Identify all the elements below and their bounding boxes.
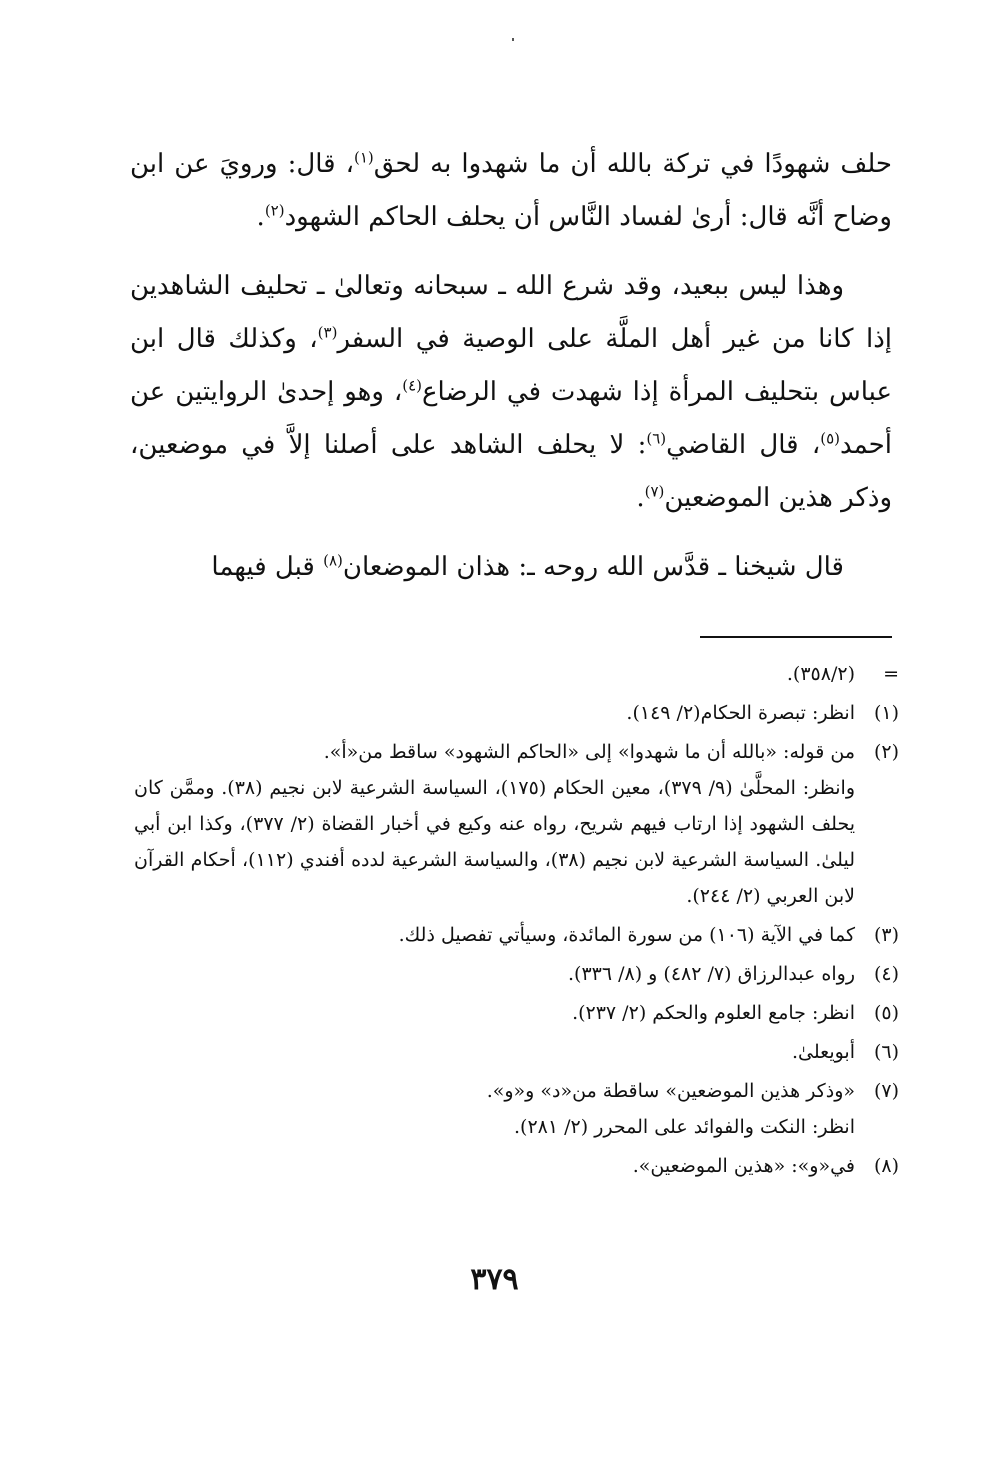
main-text — [130, 138, 892, 594]
footnote-ref-8[interactable]: (٨) — [323, 551, 343, 570]
footnote-number: (٢) — [873, 741, 899, 763]
text-run: قبل فيهما — [211, 552, 324, 582]
footnotes — [134, 656, 899, 1187]
footnote-ref-2[interactable]: (٢) — [264, 201, 285, 220]
footnote-3 — [134, 917, 899, 953]
footnote-text: انظر: جامع العلوم والحكم (٢/ ٢٣٧). — [572, 1002, 855, 1024]
page-number: ٣٧٩ — [470, 1262, 519, 1297]
footnote-5 — [134, 995, 899, 1031]
footnote-text: في«و»: «هذين الموضعين». — [632, 1155, 855, 1177]
footnote-6 — [134, 1034, 899, 1070]
text-run: وهذا ليس ببعيد، وقد شرع الله ـ سبحانه وتعالىٰ ـ تحليف الشاهدين إذا كانا من غير أهل الملَّة على الوصية في السفر — [130, 271, 893, 354]
footnote-text: من قوله: «بالله أن ما شهدوا» إلى «الحاكم الشهود» ساقط من«أ». — [323, 741, 855, 763]
footnote-2 — [134, 734, 899, 914]
text-run: ، قال القاضي — [666, 430, 821, 460]
text-run: قال شيخنا ـ قدَّس الله روحه ـ: هذان الموضعان — [342, 552, 844, 582]
footnote-ref-1[interactable]: (١) — [354, 148, 374, 167]
footnote-number: (٦) — [873, 1041, 899, 1063]
footnote-continuation — [134, 656, 899, 692]
paragraph-3 — [130, 541, 892, 594]
footnote-8 — [134, 1148, 899, 1184]
footnote-ref-3[interactable]: (٣) — [317, 323, 338, 342]
scan-speck — [512, 38, 514, 41]
footnote-number: (٥) — [873, 1002, 899, 1024]
footnote-ref-5[interactable]: (٥) — [820, 429, 840, 448]
text-run: ، وكذلك قال ابن عباس بتحليف المرأة إذا شهدت في الرضاع — [130, 324, 892, 407]
footnote-7 — [134, 1073, 899, 1145]
footnote-text: «وذكر هذين الموضعين» ساقطة من«د» و«و». — [486, 1080, 855, 1102]
footnote-separator — [700, 636, 892, 638]
text-run: حلف شهودًا في تركة بالله أن ما شهدوا به لحق — [373, 149, 892, 179]
text-run: ، قال: ورويَ عن ابن وضاح أنَّه قال: أرىٰ لفساد النَّاس أن يحلف الحاكم الشهود — [130, 149, 892, 232]
footnote-1 — [134, 695, 899, 731]
footnote-text: انظر: تبصرة الحكام(٢/ ١٤٩). — [626, 702, 855, 724]
footnote-ref-6[interactable]: (٦) — [646, 429, 667, 448]
footnote-ref-7[interactable]: (٧) — [644, 482, 665, 501]
footnote-text: رواه عبدالرزاق (٧/ ٤٨٢) و (٨/ ٣٣٦). — [567, 963, 855, 985]
footnote-number: (٧) — [873, 1080, 899, 1102]
footnote-text: أبويعلىٰ. — [791, 1041, 855, 1063]
footnote-marker: = — [883, 663, 899, 685]
text-run: . — [256, 202, 265, 232]
text-run: ، وهو إحدىٰ الروايتين عن أحمد — [130, 377, 892, 460]
paragraph-1 — [130, 138, 892, 244]
text-run: : لا يحلف الشاهد على أصلنا إلاَّ في موضعين، وذكر هذين الموضعين — [130, 430, 892, 513]
footnote-4 — [134, 956, 899, 992]
footnote-number: (١) — [873, 702, 899, 724]
footnote-number: (٤) — [873, 963, 899, 985]
footnote-number: (٨) — [873, 1155, 899, 1177]
footnote-number: (٣) — [873, 924, 899, 946]
footnote-text: وانظر: المحلَّىٰ (٩/ ٣٧٩)، معين الحكام (١٧٥)، السياسة الشرعية لابن نجيم (٣٨). وممَّن كان يحلف الشهود إذا ارتاب فيهم شريح، رواه عنه وكيع في أخبار القضاة (٢/ ٣٧٧)، وكذا ابن أبي ليلىٰ. السياسة الشرعية لابن نجيم (٣٨)، والسياسة الشرعية لدده أفندي (١١٢)، أحكام القرآن لابن العربي (٢/ ٢٤٤). — [134, 777, 856, 907]
footnote-ref-4[interactable]: (٤) — [402, 376, 423, 395]
footnote-text: كما في الآية (١٠٦) من سورة المائدة، وسيأتي تفصيل ذلك. — [398, 924, 855, 946]
text-run: . — [636, 483, 645, 513]
paragraph-2 — [130, 260, 892, 525]
footnote-text: انظر: النكت والفوائد على المحرر (٢/ ٢٨١). — [514, 1116, 855, 1138]
footnote-text: (٣٥٨/٢). — [786, 663, 855, 685]
